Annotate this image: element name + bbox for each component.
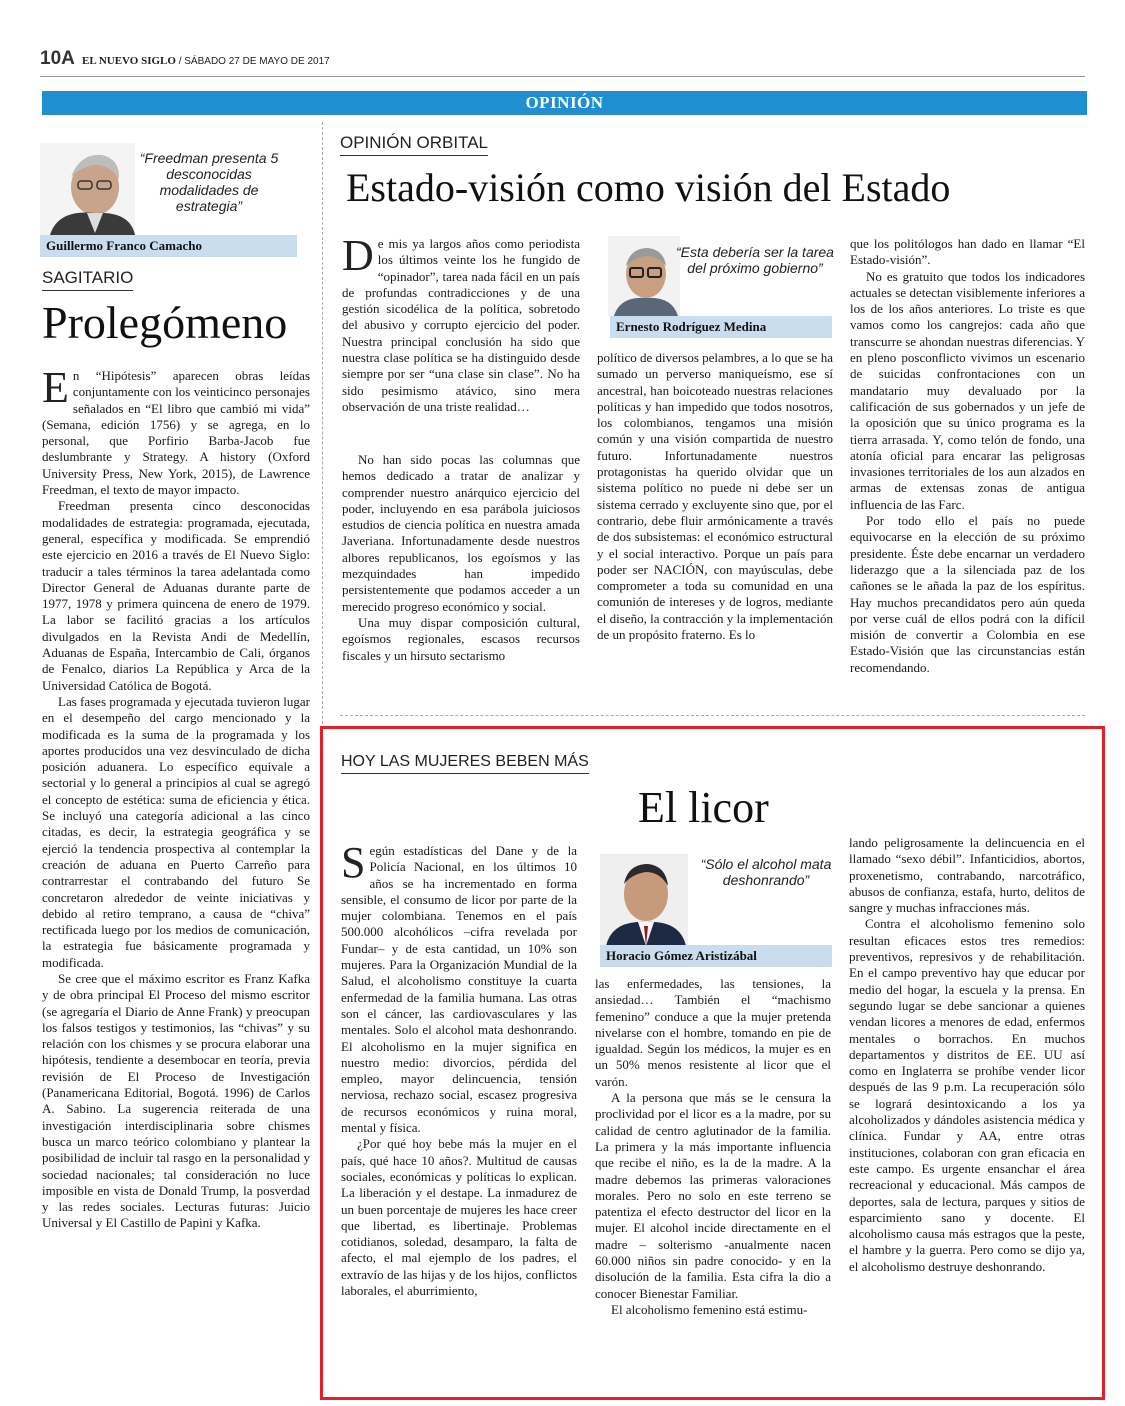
- paragraph: n “Hipótesis” aparecen obras leídas conjuntamente con los veinticinco personajes señalados en “El libro que cambió mi vida” (Semana, edición 1756) y se agrega, en lo personal, que Porfirio Barba-Jacob fue deslumbrante y Strategy. A history (Oxford University Press, New York, 2015), de Lawrence Freedman, el texto de mayor impacto.: [42, 368, 310, 498]
- paper-name: EL NUEVO SIGLO: [82, 55, 176, 67]
- issue-date: / SÁBADO 27 DE MAYO DE 2017: [178, 56, 330, 67]
- page-number: 10A: [40, 48, 75, 69]
- drop-cap: S: [341, 838, 366, 887]
- article-body-col-4: [850, 236, 1085, 702]
- pull-quote: “Sólo el alcohol mata deshonrando”: [700, 856, 832, 888]
- drop-cap: D: [342, 231, 374, 280]
- pull-quote: “Freedman presenta 5 desconocidas modalidades de estrategia”: [139, 150, 279, 214]
- article-body-col-3: [597, 350, 833, 702]
- article-kicker: SAGITARIO: [42, 268, 133, 291]
- article-kicker: HOY LAS MUJERES BEBEN MÁS: [341, 753, 589, 774]
- paragraph: que los politólogos han dado en llamar “El Estado-visión”.: [850, 236, 1085, 268]
- article-headline: Prolegómeno: [42, 297, 288, 348]
- article-body-col-1: [341, 838, 577, 1349]
- article-divider: [340, 715, 1085, 716]
- article-body-col-2: [342, 452, 580, 702]
- author-byline: Ernesto Rodríguez Medina: [610, 316, 832, 338]
- paragraph: Se cree que el máximo escritor es Franz Kafka y de obra principal El Proceso del mismo escritor (se agregaría el Diario de Anne Frank) y preocupan los falsos testigos y testimonios, las “chivas” y su relación con los chismes y se procura elaborar una hipótesis, tendiente a desembocar en teoría, previa revisión de El Proceso de Investigación (Panamericana Editorial, Bogotá. 1996) de Carlos A. Sabino. La sugerencia reiterada de una investigación interdisciplinaria sobre chismes busca un marco teórico colombiano y plantear la posibilidad de incluir tal rasgo en la personalidad y sociedad nacionales; tal consideración no luce imposible en vista de Donald Trump, la posverdad y las redes sociales. Lecturas futuras: Juicio Universal y El Castillo de Papini y Kafka.: [42, 970, 310, 1231]
- author-photo: [40, 143, 135, 235]
- masthead-line: [82, 55, 330, 67]
- article-headline: El licor: [638, 783, 769, 832]
- paragraph: las enfermedades, las tensiones, la ansiedad… También el “machismo femenino” conduce a que la mujer pretenda nivelarse con el hombre, tomando en pie de igualdad. Según los médicos, la mujer es en un 50% menos resistente al licor que el varón.: [595, 976, 831, 1089]
- author-byline: Guillermo Franco Camacho: [40, 235, 297, 257]
- paragraph: Una muy dispar composición cultural, egoísmos regionales, escasos recursos fiscales y un hirsuto sectarismo: [342, 614, 580, 663]
- paragraph: El alcoholismo femenino está estimu-: [611, 1301, 808, 1317]
- drop-cap: E: [42, 363, 69, 412]
- header-rule: [40, 76, 1085, 77]
- paragraph: ¿Por qué hoy bebe más la mujer en el país, qué hace 10 años?. Multitud de causas sociales, económicas y políticas lo explican. La liberación y el destape. La inmadurez de un buen porcentaje de mujeres les hace creer que libertad, es libertinaje. Problemas cotidianos, soledad, desamparo, la falta de afecto, el mal ejemplo de los padres, el extravío de las hijas y de los hijos, conflictos laborales, el aburrimiento,: [341, 1136, 577, 1299]
- paragraph: A la persona que más se le censura la proclividad por el licor es a la madre, por su calidad de centro aglutinador de la familia. La primera y la más importante influencia que recibe el niño, es la de la madre. A la madre debemos las primeras valoraciones morales. Pero no solo en este terreno se patentiza el efecto destructor del licor en la mujer. El alcohol incide directamente en el madre – solterismo -anualmente nacen 60.000 niños sin padre conocido- y en la disolución de la familia. Esta cifra la dio a conocer Bienestar Familiar.: [595, 1090, 831, 1301]
- paragraph: Por todo ello el país no puede equivocarse en la elección de su próximo presidente. Éste debe encarnar un verdadero liderazgo que a la silenciada paz de los cañones se le añada la paz de los espíritus. Hay muchos precandidatos pero aún queda por verse cuál de ellos podrá con la difícil misión de convertir a Colombia en ese Estado-Visión que las circunstancias están recomendando.: [850, 513, 1085, 675]
- author-byline: Horacio Gómez Aristizábal: [600, 945, 832, 967]
- article-body-col-3: [849, 835, 1085, 1349]
- paragraph: No es gratuito que todos los indicadores actuales se detectan visiblemente inferiores a los de los años anteriores. Lo triste es que vamos como los cangrejos: cada año que transcurre se ahondan nuestras diferencias. Y en pleno posconflicto vivimos un escenario de suicidas confrontaciones con un mandatario muy devaluado por la calificación de sus gobernados y un jefe de la oposición que su único programa es la tierra arrasada. Y, como telón de fondo, una atonía oficial para encarar las peligrosas invasiones territoriales de los aun alzados en armas de extensas zonas de antigua influencia de las Farc.: [850, 268, 1085, 512]
- paragraph: Freedman presenta cinco desconocidas modalidades de estrategia: programada, ejecutada, general, específica y modificada. Se emprendió este ejercicio en 2016 a través de El Nuevo Siglo: traducir a tales términos la tarea adelantada como Director General de Aduanas durante parte de 1977, 1978 y primera quincena de enero de 1979. La labor se facilitó gracias a los artículos divulgados en la Revista Andi de Medellín, Aduanas de España, Intercambio de Cali, órganos de Fenalco, diarios La República y Arca de la Universidad Católica de Bogotá.: [42, 498, 310, 693]
- author-photo: [608, 236, 680, 316]
- author-photo: [600, 854, 688, 946]
- paragraph: No han sido pocas las columnas que hemos dedicado a tratar de analizar y comprender nuestro anárquico ejercicio del poder, incluyendo en esa parábola juiciosos estudios de ciencia política en nuestra amada Javeriana. Infortunadamente desde nuestros albores republicanos, los egoísmos y las mezquindades han impedido persistentemente que podamos acceder a un merecido progreso económico y social.: [342, 452, 580, 614]
- paragraph: Las fases programada y ejecutada tuvieron lugar en el desempeño del cargo mencionado y la modificada es la suma de la programada y los aportes producidos una vez desvinculado de dicha posición aduanera. Lo específico equivale a sectorial y lo general a principios al cual se agregó el concepto de estética: suma de eficiencia y ética. Se incluyó una categoría adicional a las cinco citadas, es decir, la estrategia geográfica y se ejerció la tendencia prospectiva al contemplar la creación de aduana en Puerto Carreño para contrarrestar el contrabando del futuro Se concretaron alrededor de veinte iniciativas y debido al retiro temprano, a causa de “chiva” rectificada luego por los medios de comunicación, la estrategia fue básicamente programada y modificada.: [42, 693, 310, 970]
- article-body: [42, 363, 310, 1348]
- paragraph: Contra el alcoholismo femenino solo resultan eficaces estos tres remedios: preventivos, represivos y de rehabilitación. En el campo preventivo hay que educar por medio del hogar, la escuela y la prensa. En segundo lugar se debe sancionar a quienes vendan licores a menores de edad, enfermos mentales o borrachos. En muchos departamentos y distritos de EE. UU así como en Inglaterra se prohíbe vender licor después de las 9 p.m. La recuperación sólo se logrará desintoxicando a los ya alcoholizados y dándoles asistencia médica y clínica. Fundar y AA, entre otras instituciones, colaboran con gran eficacia en este campo. Es urgente ensanchar el área recreacional y educacional. Más campos de deportes, sala de lectura, parques y sitios de esparcimiento sano y docente. El alcoholismo causa más estragos que la peste, el hambre y la guerra. Pero como se dijo ya, el alcoholismo destruye deshonrando.: [849, 916, 1085, 1274]
- section-bar: OPINIÓN: [42, 91, 1087, 115]
- paragraph: egún estadísticas del Dane y de la Policía Nacional, en los últimos 10 años se ha incrementado en forma sensible, el consumo de licor por parte de la mujer colombiana. Tenemos en el país 500.000 alcohólicos –cifra revelada por Fundar– y de esta cantidad, un 10% son mujeres. Para la Organización Mundial de la Salud, el alcoholismo constituye la cuarta enfermedad de la familia humana. Las otras son el cáncer, las cardiovasculares y las mentales. Solo el alcohol mata deshonrando. El alcoholismo en la mujer significa en nuestro medio: divorcios, pérdida del empleo, mayor delincuencia, tensión nerviosa, rechazo social, escasez progresiva de recursos económicos y ruina moral, mental y física.: [341, 843, 577, 1136]
- pull-quote: “Esta debería ser la tarea del próximo gobierno”: [676, 244, 834, 276]
- article-kicker: OPINIÓN ORBITAL: [340, 133, 488, 156]
- article-headline: Estado-visión como visión del Estado: [346, 165, 951, 210]
- paragraph: lando peligrosamente la delincuencia en el llamado “sexo débil”. Infanticidios, abortos, proxenetismo, contrabando, narcotráfico, abusos de confianza, estafa, hurto, delitos de sangre y muchas infracciones más.: [849, 835, 1085, 916]
- paragraph: e mis ya largos años como periodista los últimos veinte los he fungido de “opinador”, tarea nada fácil en un país de profundas contradicciones y de una gestión sicodélica de la política, sobretodo del abusivo y corrupto ejercicio del poder. Nuestra principal conclusión ha sido que nuestra clase política se ha distinguido desde siempre por ser “una clase sin clase”. No ha sido pesimismo atávico, sino mera observación de una triste realidad…: [342, 236, 580, 414]
- paragraph: político de diversos pelambres, a lo que se ha sumado un perverso maniqueísmo, ese sí ancestral, han boicoteado nuestras relaciones políticas y han impedido que todos nosotros, los colombianos, tengamos una misión común y una visión compartida de nuestro futuro. Infortunadamente nuestros protagonistas ha querido olvidar que un sistema político no puede ni debe ser un sistema cerrado y excluyente sino que, por el contrario, debe fluir armónicamente a través de dos subsistemas: el económico estructural y el social interactivo. Porque un país para poder ser NACIÓN, con mayúsculas, debe comprometer a toda su comunidad en una comunión de intereses y de logros, mediante el diseño, la contracción y la implementación de un propósito fraterno. Es lo: [597, 350, 833, 643]
- article-body-col-1: [342, 231, 580, 414]
- article-body-col-2: [595, 976, 831, 1349]
